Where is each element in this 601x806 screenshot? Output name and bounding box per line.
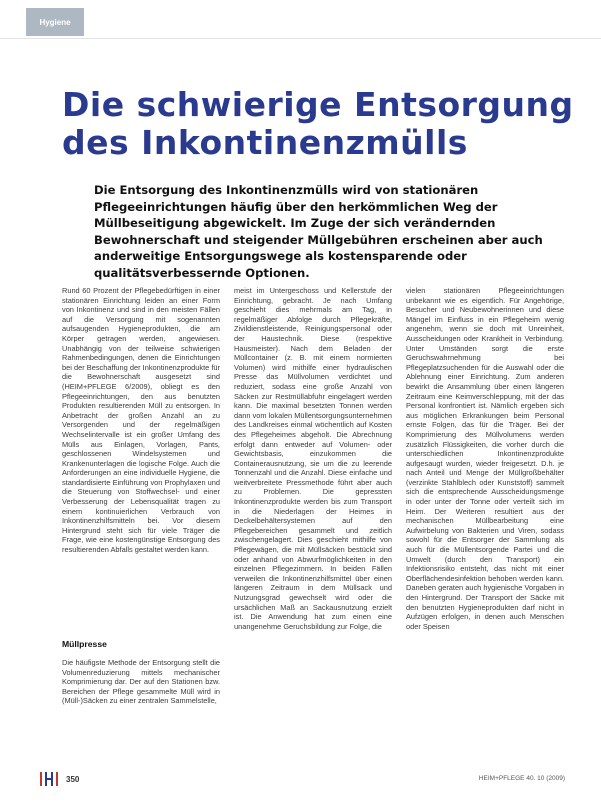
column-1-paragraph-2: Die häufigste Methode der Entsorgung stellt die Volumenreduzierung mittels mechanischer Komprimierung dar. Der auf den Stationen bzw. Bereichen der Pflege gesammelte Müll wird in (Müll-)Säcken zu einer zentralen Sammelstelle, xyxy=(62,658,220,706)
article-title xyxy=(62,86,582,162)
page-number: 350 xyxy=(66,775,80,784)
subheading-muellpresse: Müllpresse xyxy=(62,639,107,649)
publisher-logo-icon xyxy=(40,771,62,787)
top-divider xyxy=(0,38,601,39)
article-lead: Die Entsorgung des Inkontinenzmülls wird von stationären Pflegeeinrichtungen häufig über den herkömmlichen Weg der Müllbeseitigung abgewickelt. Im Zuge der sich verändernden Bewohnerschaft und steigender Müllgebühren erscheinen aber auch anderweitige Entsorgungswege als kostensparende oder qualitätsverbessernde Optionen. xyxy=(94,183,543,280)
column-3-paragraph: vielen stationären Pflegeeinrichtungen unbekannt wie es eigentlich. Für Angehörige, Besucher und Neubewohnerinnen und diese Mängel im Einfluss in ein Pflegeheim wenig angenehm, wenn sie doch mit Unreinheit, Ausscheidungen oder Krankheit in Verbindung. Unter Umständen sorgt die erste Geruchswahrnehmung bei Pflegeplatzsuchenden für die Auswahl oder die Ablehnung einer Einrichtung. Zum anderen bewirkt die Ansammlung über einen längeren Zeitraum eine Keimverschleppung, mit der das Personal konfrontiert ist. Nämlich ergeben sich aus möglichen Erkrankungen beim Personal ernste Folgen, das für die Träger. Bei der Komprimierung des Müllvolumens werden zusätzlich Flüssigkeiten, die vorher durch die unterschiedlichen Inkontinenzprodukte aufgesaugt wurden, wieder freigesetzt. D.h. je nach Anteil und Menge der Müllgroßbehälter (verzinkte Stahlblech oder Kunststoff) sammelt sich die entsprechende Ausscheidungsmenge in oder unter der Tonne oder verteilt sich im Heim. Der Weiteren resultiert aus der mechanischen Müllbearbeitung eine Aufwirbelung von Bakterien und Viren, sodass sowohl für die Entsorger der Sammlung als auch für die Müllentsorgende Partei und die Umwelt (durch den Transport) ein Infektionsrisiko entsteht, das nicht mit einer Oberflächendesinfektion behoben werden kann. Daneben geraten auch hygienische Vorgaben in den Hintergrund. Der Transport der Säcke mit den benutzten Hygieneprodukten darf nicht in Aufzügen erfolgen, in denen auch Menschen oder Speisen xyxy=(406,286,564,631)
text-column-1 xyxy=(62,286,220,716)
journal-citation: HEIM+PFLEGE 40. 10 (2009) xyxy=(478,775,565,782)
section-tag: Hygiene xyxy=(26,8,84,36)
column-1-paragraph-1: Rund 60 Prozent der Pflegebedürftigen in einer stationären Einrichtung leiden an einer Form von Inkontinenz und sind in den meisten Fällen auf die Versorgung mit sogenannten aufsaugenden Hygieneprodukten, die am Körper getragen werden, angewiesen. Unabhängig von der teilweise schwierigen Rahmenbedingungen, denen die Einrichtungen bei der Beschaffung der Inkontinenzprodukte für die Bewohnerschaft ausgesetzt sind (HEIM+PFLEGE 6/2009), obliegt es den Pflegeeinrichtungen, den aus benutzten Produkten resultierenden Müll zu entsorgen. In Anbetracht der großen Anzahl an zu Versorgenden und der regelmäßigen Wechselintervalle ist ein großer Umfang des Mülls aus Einlagen, Vorlagen, Pants, geschlossenen Windelsystemen und Krankenunterlagen die logische Folge. Auch die Anforderungen an eine individuelle Hygiene, die standardisierte Einführung von Prophylaxen und die Steuerung von Stoffwechsel- und einer Verbesserung der Lebensqualität tragen zu einem kontinuierlichen Verbrauch von Inkontinenzhilfsmitteln bei. Vor diesem Hintergrund steht sich für viele Träger die Frage, wie eine kostengünstige Entsorgung des resultierenden Abfalls gestaltet werden kann. xyxy=(62,286,220,555)
article-title-line-1: Die schwierige Entsorgung xyxy=(62,85,574,124)
article-title-line-2: des Inkontinenzmülls xyxy=(62,123,468,162)
text-column-3 xyxy=(406,286,564,748)
text-column-2 xyxy=(234,286,392,748)
column-2-paragraph: meist im Untergeschoss und Kellerstufe der Einrichtung, gebracht. Je nach Umfang geschieht dies mehrmals am Tag, in regelmäßiger Abfolge durch Pflegekräfte, Zivildienstleistende, Reinigungspersonal oder der Haustechnik. Diese (respektive Hausmeister). Nach dem Beladen der Müllcontainer (z. B. mit einem normierten Volumen) wird mithilfe einer hydraulischen Presse das Müllvolumen verdichtet und reduziert, sodass eine große Anzahl von Säcken zur Restmüllabfuhr eingelagert werden kann. Die maximal besetzten Tonnen werden dann vom lokalen Müllentsorgungsunternehmen des Landkreises einmal wöchentlich auf Kosten des Pflegeheimes abgeholt. Die Abrechnung erfolgt dann entweder auf Volumen- oder Gewichtsbasis, einzukommen die Containerausnutzung, sie um die zu leerende Tonnenzahl und die Anzahl. Diese einfache und weitverbreitete Pressmethode führt aber auch zu Problemen. Die gepressten Inkontinenzprodukte werden bis zum Transport in die Niederlagen der Heimes in Deckelbehältersystemen auf den Pflegebereichen gesammelt und zeitlich zwischengelagert. Dies geschieht mithilfe von Pflegewägen, die mit Müllsäcken bestückt sind oder anhand von Abwurfmöglichkeiten in den einzelnen Pflegezimmern. In beiden Fällen verweilen die Inkontinenzhilfsmittel über einen längeren Zeitraum in dem Müllsack und Nutzungsgrad gewechselt wird oder die ursächlichen Maß an Sackausnutzung erzielt ist. Die Anwendung hat zum einen eine unangenehme Geruchsbildung zur Folge, die xyxy=(234,286,392,631)
